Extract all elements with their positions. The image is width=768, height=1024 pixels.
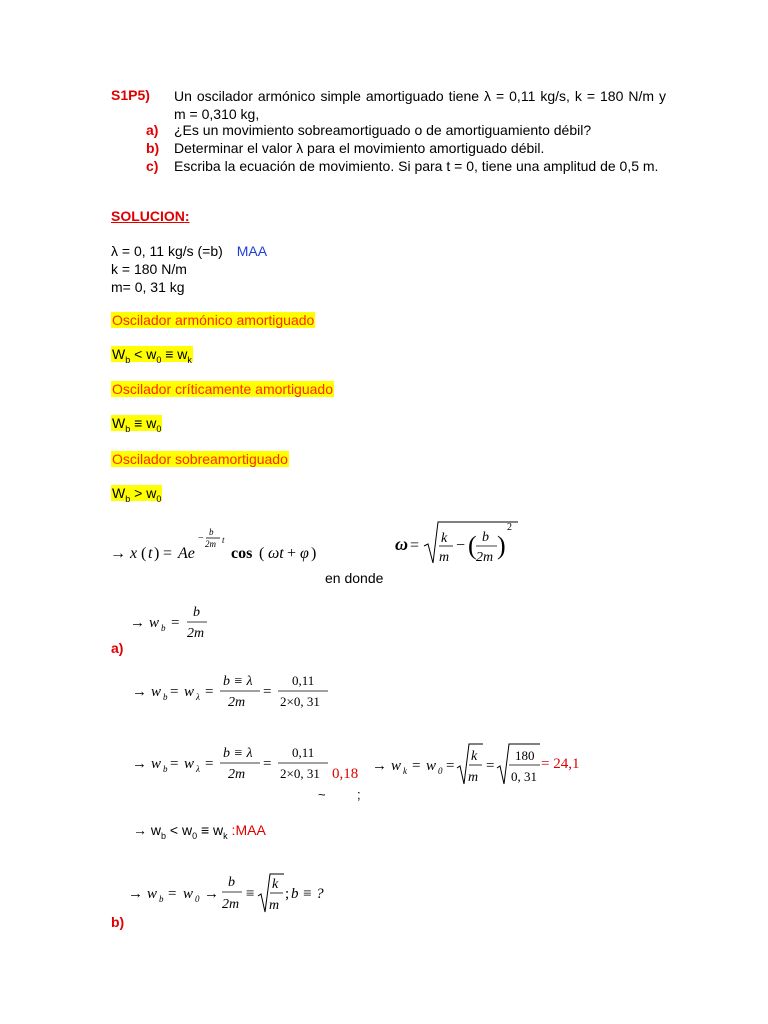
data-m: m= 0, 31 kg bbox=[111, 279, 185, 295]
svg-text:→: → bbox=[128, 886, 143, 902]
svg-text:ωt: ωt bbox=[268, 545, 284, 562]
svg-text:2m: 2m bbox=[228, 767, 246, 782]
svg-text:=: = bbox=[263, 756, 272, 772]
svg-text:w: w bbox=[147, 886, 158, 902]
svg-text:b: b bbox=[161, 623, 166, 633]
data-lambda bbox=[111, 243, 267, 259]
svg-text:−: − bbox=[198, 533, 204, 544]
svg-text:x: x bbox=[130, 545, 138, 562]
svg-text:2m: 2m bbox=[228, 695, 246, 710]
comparison-maa-tag: :MAA bbox=[227, 822, 266, 838]
equation-wb bbox=[130, 601, 230, 641]
case-overdamped-title: Oscilador sobreamortiguado bbox=[112, 451, 288, 467]
svg-text:;: ; bbox=[285, 886, 290, 902]
part-b bbox=[146, 139, 666, 157]
svg-text:=: = bbox=[446, 758, 455, 774]
svg-text:w: w bbox=[151, 756, 162, 772]
svg-text:+: + bbox=[287, 545, 297, 562]
result-wk-value: = 24,1 bbox=[541, 756, 580, 772]
part-a-label: a) bbox=[146, 122, 159, 138]
svg-text:b ≡ λ: b ≡ λ bbox=[223, 674, 253, 689]
svg-text:=: = bbox=[410, 537, 420, 554]
part-c bbox=[146, 157, 666, 175]
svg-text:=: = bbox=[170, 756, 179, 772]
svg-text:m: m bbox=[269, 898, 280, 913]
svg-text:): ) bbox=[154, 545, 160, 562]
svg-text:0,11: 0,11 bbox=[292, 745, 315, 760]
svg-text:t: t bbox=[222, 535, 225, 545]
equation-wk bbox=[372, 740, 542, 788]
svg-text:=: = bbox=[412, 758, 421, 774]
part-a-text: ¿Es un movimiento sobreamortiguado o de amortiguamiento débil? bbox=[174, 122, 592, 138]
svg-text:=: = bbox=[163, 545, 173, 562]
svg-text:w: w bbox=[151, 684, 162, 700]
svg-text:t: t bbox=[148, 545, 153, 562]
case-overdamped-condition: $W_b > w_0$ bbox=[112, 485, 162, 504]
data-lambda-text: λ = 0, 11 kg/s (=b) bbox=[111, 243, 223, 259]
svg-text:2×0, 31: 2×0, 31 bbox=[280, 694, 320, 709]
svg-text:b: b bbox=[482, 530, 489, 545]
svg-text:=: = bbox=[263, 684, 272, 700]
svg-text:2m: 2m bbox=[222, 897, 240, 912]
svg-text:0,11: 0,11 bbox=[292, 673, 315, 688]
svg-text:b: b bbox=[163, 764, 168, 774]
case-critical-condition: $W_b \equiv w_0$ bbox=[112, 415, 162, 434]
svg-text:m: m bbox=[468, 770, 479, 785]
svg-text:λ: λ bbox=[196, 764, 200, 774]
svg-text:0: 0 bbox=[195, 894, 200, 904]
svg-text:b: b bbox=[228, 875, 235, 890]
svg-text:k: k bbox=[272, 877, 279, 892]
svg-text:→: → bbox=[372, 758, 387, 774]
maa-tag: MAA bbox=[236, 243, 268, 259]
svg-text:=: = bbox=[171, 615, 180, 631]
svg-text:ω: ω bbox=[395, 534, 409, 554]
semicolon-mark: ; bbox=[357, 787, 361, 802]
svg-text:0, 31: 0, 31 bbox=[511, 769, 537, 784]
svg-text:m: m bbox=[439, 550, 450, 565]
svg-text:b: b bbox=[209, 527, 214, 537]
svg-text:→: → bbox=[132, 756, 147, 772]
svg-text:=: = bbox=[168, 886, 177, 902]
svg-text:w: w bbox=[426, 758, 437, 774]
svg-text:≡: ≡ bbox=[246, 886, 255, 902]
svg-text:→: → bbox=[204, 886, 219, 902]
svg-text:=: = bbox=[486, 758, 495, 774]
data-k: k = 180 N/m bbox=[111, 261, 187, 277]
svg-text:b ≡ λ: b ≡ λ bbox=[223, 746, 253, 761]
svg-text:0: 0 bbox=[438, 766, 443, 776]
svg-text:2m: 2m bbox=[205, 539, 216, 549]
equation-omega bbox=[393, 518, 528, 570]
svg-text:b: b bbox=[159, 894, 164, 904]
svg-text:k: k bbox=[403, 766, 407, 776]
result-wb-value: 0,18 bbox=[332, 766, 359, 782]
svg-text:=: = bbox=[205, 756, 214, 772]
svg-text:=: = bbox=[170, 684, 179, 700]
part-c-text: Escriba la ecuación de movimiento. Si para t = 0, tiene una amplitud de 0,5 m. bbox=[174, 158, 659, 174]
svg-text:2×0, 31: 2×0, 31 bbox=[280, 766, 320, 781]
svg-text:w: w bbox=[391, 758, 402, 774]
equation-wb-lambda bbox=[132, 670, 332, 714]
en-donde-text: en donde bbox=[325, 570, 384, 586]
equation-b-question bbox=[128, 870, 328, 916]
solution-part-b-label: b) bbox=[111, 914, 125, 930]
svg-text:(: ( bbox=[259, 545, 265, 562]
svg-text:w: w bbox=[149, 615, 160, 631]
svg-text:k: k bbox=[441, 531, 448, 546]
svg-text:φ: φ bbox=[300, 545, 309, 562]
svg-text:=: = bbox=[205, 684, 214, 700]
case-underdamped-condition: $W_b < w_0 \equiv w_k$ bbox=[112, 346, 192, 365]
solution-part-a-label: a) bbox=[111, 640, 124, 656]
part-c-label: c) bbox=[146, 158, 159, 174]
svg-text:w: w bbox=[184, 684, 195, 700]
svg-text:cos: cos bbox=[231, 545, 253, 562]
part-b-label: b) bbox=[146, 140, 160, 156]
svg-text:2m: 2m bbox=[187, 626, 205, 641]
svg-text:−: − bbox=[456, 537, 466, 554]
problem-statement: Un oscilador armónico simple amortiguado tiene λ = 0,11 kg/s, k = 180 N/m y m = 0,310 kg, bbox=[174, 88, 666, 122]
case-underdamped-title: Oscilador armónico amortiguado bbox=[112, 312, 315, 328]
svg-text:2: 2 bbox=[507, 522, 512, 533]
part-a bbox=[146, 121, 666, 139]
svg-text:b: b bbox=[163, 692, 168, 702]
svg-text:→: → bbox=[130, 615, 145, 631]
svg-text:(: ( bbox=[468, 531, 477, 560]
svg-text:2m: 2m bbox=[476, 550, 494, 565]
svg-text:b: b bbox=[193, 605, 200, 620]
svg-text:λ: λ bbox=[196, 692, 200, 702]
case-critical-title: Oscilador críticamente amortiguado bbox=[112, 381, 333, 397]
equation-wb-lambda-repeat bbox=[132, 742, 332, 786]
svg-text:w: w bbox=[183, 886, 194, 902]
problem-id: S1P5) bbox=[111, 87, 150, 103]
equation-motion bbox=[110, 523, 340, 573]
svg-text:b ≡ ?: b ≡ ? bbox=[291, 886, 324, 902]
comparison-line: → $w_b < w_0 \equiv w_k$ :MAA bbox=[133, 822, 266, 841]
part-b-text: Determinar el valor λ para el movimiento amortiguado débil. bbox=[174, 140, 545, 156]
svg-text:w: w bbox=[184, 756, 195, 772]
svg-text:(: ( bbox=[141, 545, 147, 562]
svg-text:): ) bbox=[497, 531, 506, 560]
svg-text:180: 180 bbox=[515, 748, 535, 763]
svg-text:): ) bbox=[311, 545, 317, 562]
solution-heading: SOLUCION: bbox=[111, 208, 190, 224]
tilde-mark: ~ bbox=[318, 787, 326, 802]
svg-text:k: k bbox=[471, 749, 478, 764]
svg-text:Ae: Ae bbox=[178, 545, 195, 562]
svg-text:→: → bbox=[132, 684, 147, 700]
svg-text:→: → bbox=[110, 545, 126, 562]
